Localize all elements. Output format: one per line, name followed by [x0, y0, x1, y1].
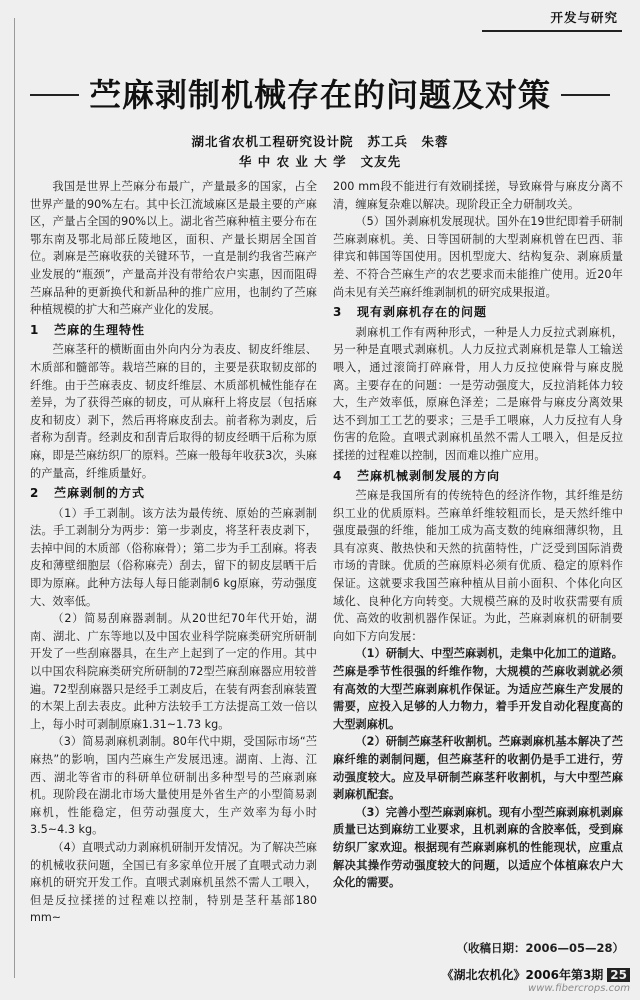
received-date: （收稿日期：2006—05—28） — [456, 941, 624, 955]
journal-name: 《湖北农机化》2006年第3期 — [441, 968, 604, 982]
author-line-2 — [0, 152, 640, 170]
paragraph: 苎麻是我国所有的传统特色的经济作物，其纤维是纺织工业的优质原料。苎麻单纤维较粗而长，是天然纤维中强度最强的纤维，能加工成为高支数的纯麻细薄织物，且具有凉爽、散热快和天然的抗菌特性，广泛受到国际消费市场的青睐。优质的苎麻原料必须有优质、稳定的原料作保证。这就要求我国苎麻种植从目前小面积、个体化向区域化、良种化方向转变。大规模苎麻的及时收获需要有质优、高效的收割机器作保证。为此，苎麻剥麻机的研制要向如下方向发展： — [333, 489, 623, 643]
watermark: www.fibercrops.com — [528, 983, 630, 994]
affiliation: 湖北省农机工程研究设计院 — [191, 134, 354, 149]
paragraph: （3）完善小型苎麻剥麻机。现有小型苎麻剥麻机剥麻质量已达到麻纺工业要求，且机剥麻的含胶率低，受到麻纺织厂家欢迎。根据现有苎麻剥麻机的性能现状，应重点解决其操作劳动强度较大的问题，以适应个体植麻农户大众化的需要。 — [333, 805, 623, 890]
author-line-1 — [0, 132, 640, 150]
author-names: 苏工兵 朱蓉 — [367, 134, 449, 149]
page-number: 25 — [607, 968, 630, 982]
section-heading: 4 苎麻机械剥制发展的方向 — [333, 468, 501, 483]
paragraph-continued: 200 mm段不能进行有效刷揉搓，导致麻骨与麻皮分离不清，缠麻复杂难以解决。现阶段正全力研制攻关。 — [333, 180, 623, 211]
title-block — [30, 70, 610, 118]
paragraph: （2）简易刮麻器剥制。从20世纪70年代开始，湖南、湖北、广东等地以及中国农业科学院麻类研究所研制开发了一些刮麻器具，在生产上起到了一定的作用。其中以中国农科院麻类研究所研制的72型苎麻刮麻器应用较普遍。72型刮麻器只是经手工剥皮后，在装有两套刮麻装置的木架上刮去表皮。此种方法较手工方法提高工效一倍以上，每小时可剥制原麻1.31~1.73 kg。 — [30, 612, 317, 731]
paragraph: （5）国外剥麻机发展现状。国外在19世纪即着手研制苎麻剥麻机。美、日等国研制的大型剥麻机曾在巴西、菲律宾和韩国等国使用。因机型庞大、结构复杂、剥麻质量差、不符合苎麻生产的农艺要求而未能推广使用。近20年尚未见有关苎麻纤维剥制机的研究成果报道。 — [333, 215, 623, 299]
paragraph: （1）研制大、中型苎麻剥机，走集中化加工的道路。苎麻是季节性很强的纤维作物，大规模的苎麻收剥就必须有高效的大型苎麻剥麻机作保证。为适应苎麻生产发展的需要，应投入足够的人力物力，着手开发自动化程度高的大型剥麻机。 — [333, 647, 623, 731]
author-names: 文友先 — [360, 154, 402, 169]
paragraph: 苎麻茎秆的横断面由外向内分为表皮、韧皮纤维层、木质部和髓部等。栽培苎麻的目的，主要是获取韧皮部的纤维。由于苎麻表皮、韧皮纤维层、木质部机械性能存在差异，为了获得苎麻的韧皮，可从麻秆上将皮层（包括麻皮和韧皮）剥下，然后再将麻皮刮去。前者称为剥皮，后者称为刮青。经剥皮和刮青后取得的韧皮经晒干后称为原麻，即是苎麻纺织厂的原料。苎麻一般每年收获3次，头麻的产量高，纤维质量好。 — [30, 343, 317, 480]
header-rule — [482, 30, 622, 32]
section-tag: 开发与研究 — [550, 10, 618, 25]
right-column — [333, 178, 623, 938]
section-heading: 1 苎麻的生理特性 — [30, 322, 146, 337]
paragraph: （2）研制苎麻茎秆收割机。苎麻剥麻机基本解决了苎麻纤维的剥制问题，但苎麻茎秆的收割仍是手工进行，劳动强度较大。应及早研制苎麻茎秆收割机，与大中型苎麻剥麻机配套。 — [333, 735, 623, 802]
footer — [442, 966, 630, 983]
section-heading: 3 现有剥麻机存在的问题 — [333, 305, 488, 320]
paragraph: （1）手工剥制。该方法为最传统、原始的苎麻剥制法。手工剥制分为两步：第一步剥皮，将茎秆表皮剥下，去掉中间的木质部（俗称麻骨）；第二步为手工刮麻。将表皮和薄壁细胞层（俗称麻壳）刮去，留下的韧皮层晒干后即为原麻。此种方法每人每日能剥制6 kg原麻，劳动强度大、效率低。 — [30, 506, 317, 608]
affiliation: 华 中 农 业 大 学 — [238, 154, 347, 169]
intro-paragraph: 我国是世界上苎麻分布最广，产量最多的国家，占全世界产量的90%左右。其中长江流域麻区是最主要的产麻区，产量占全国的90%以上。湖北省苎麻种植主要分布在鄂东南及鄂北局部丘陵地区，面积、产量长期居全国首位。剥麻是苎麻收获的关键环节，一直是制约我省苎麻产业发展的“瓶颈”，产量高并没有带给农户实惠，因而阻碍苎麻品种的更新换代和新品种的推广应用，也制约了苎麻种植规模的扩大和苎麻产业化的发展。 — [30, 180, 317, 317]
article-title: 苎麻剥制机械存在的问题及对策 — [79, 70, 561, 116]
paragraph: （3）简易剥麻机剥制。80年代中期，受国际市场“苎麻热”的影响，国内苎麻生产发展迅速。湖南、上海、江西、湖北等省市的科研单位研制出多种型号的苎麻剥麻机。现阶段在湖北市场大量使用是外省生产的小型简易剥麻机，性能稳定，但劳动强度大，生产效率为每小时3.5~4.3 kg。 — [30, 735, 317, 837]
paragraph: （4）直喂式动力剥麻机研制开发情况。为了解决苎麻的机械收获问题，全国已有多家单位开展了直喂式动力剥麻机的研究开发工作。直喂式剥麻机虽然不需人工喂入，但是反拉揉搓的过程难以控制，特别是茎秆基部180 mm~ — [30, 840, 317, 925]
paragraph: 剥麻机工作有两种形式，一种是人力反拉式剥麻机，另一种是直喂式剥麻机。人力反拉式剥麻机是靠人工输送喂入，通过滚筒打碎麻骨，用人力反拉使麻骨与麻皮脱离。主要存在的问题：一是劳动强度大，反拉消耗体力较大，生产效率低，原麻色泽差；二是麻骨与麻皮分离效果达不到加工工艺的要求；三是手工喂麻，人力反拉有人身伤害的危险。直喂式剥麻机虽然不需人工喂入，但是反拉揉搓的过程难以控制，因而难以推广应用。 — [333, 325, 623, 462]
section-heading: 2 苎麻剥制的方式 — [30, 486, 146, 501]
left-column — [30, 178, 317, 938]
